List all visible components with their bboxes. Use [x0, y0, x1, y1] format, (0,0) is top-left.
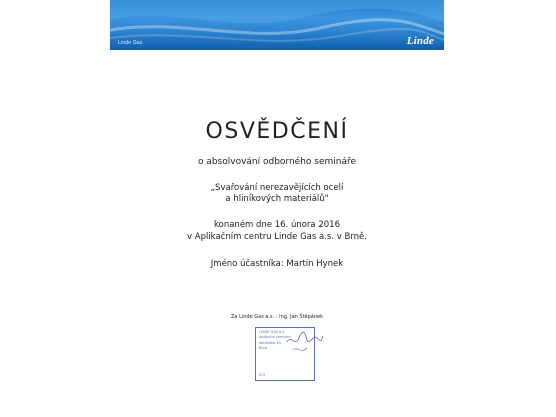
certificate-title: OSVĚDČENÍ: [205, 119, 349, 144]
seminar-place: v Aplikačním centru Linde Gas a.s. v Brně.: [187, 232, 367, 242]
stamp-line: Brno: [259, 345, 268, 350]
stamp-line: LINDE GAS a.s.: [259, 330, 286, 334]
stamp-ids: IČO: [259, 372, 266, 377]
linde-logo: Linde: [406, 35, 434, 47]
brand-caption: Linde Gas: [118, 40, 143, 46]
participant-name: Jméno účastníka: Martin Hynek: [210, 259, 344, 269]
seminar-date: konaném dne 16. února 2016: [214, 220, 340, 230]
certificate-page: [110, 0, 444, 417]
stamp-line: Aplikační centrum: [259, 335, 291, 340]
stamp-line: Kotlářská 10: [259, 340, 281, 345]
seminar-name-line2: a hliníkových materiálů": [225, 194, 329, 204]
header-banner: [110, 0, 444, 50]
banner-waves: [110, 0, 444, 50]
seminar-name-line1: „Svařování nerezavějících ocelí: [210, 183, 344, 193]
certificate-subtitle: o absolvování odborného semináře: [197, 157, 357, 167]
signatory-line: Za Linde Gas a.s. : Ing. Jan Štěpánek: [231, 314, 323, 320]
handwritten-signature: [285, 328, 325, 358]
